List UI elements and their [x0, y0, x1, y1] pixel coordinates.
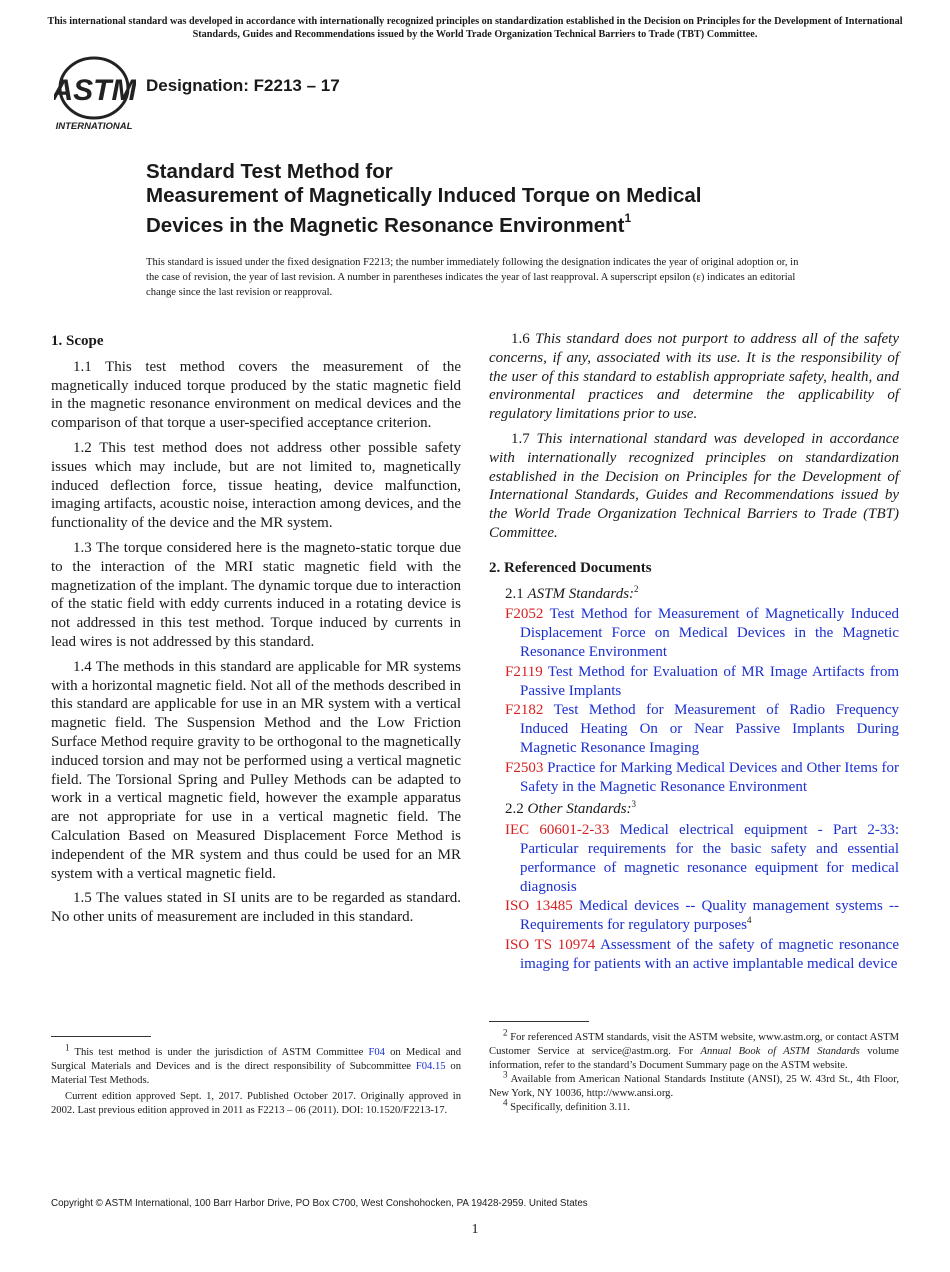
- footnote-rule-right: [489, 1021, 589, 1022]
- ref-f2052[interactable]: F2052 Test Method for Measurement of Magnetically Induced Displacement Force on Medical Devices in the Magnetic Resonance Environment: [505, 606, 899, 660]
- left-column: [51, 330, 461, 933]
- copyright-notice: Copyright © ASTM International, 100 Barr Harbor Drive, PO Box C700, West Conshohocken, PA 19428-2959. United States: [51, 1198, 588, 1209]
- scope-1-6: 1.6 This standard does not purport to address all of the safety concerns, if any, associated with its use. It is the responsibility of the user of this standard to establish appropriate safety, health, and environmental practices and determine the applicability of regulatory limitations prior to use.: [489, 331, 900, 423]
- edition-note: Current edition approved Sept. 1, 2017. Published October 2017. Originally approved in 2002. Last previous edition approved in 2011 as F2213 – 06 (2011). DOI: 10.1520/F2213-17.: [51, 1091, 461, 1116]
- ref-f2182[interactable]: F2182 Test Method for Measurement of Radio Frequency Induced Heating On or Near Passive Implants During Magnetic Resonance Imaging: [505, 702, 899, 756]
- astm-standards-label: 2.1 ASTM Standards:$^2$: [505, 583, 639, 602]
- footnotes-right: [489, 1027, 900, 1115]
- subcommittee-f04-15-link[interactable]: F04.15: [415, 1061, 446, 1072]
- other-standards-label: 2.2 Other Standards:$^3$: [505, 799, 637, 818]
- astm-logo: [54, 56, 136, 132]
- issuance-note: This standard is issued under the fixed designation F2213; the number immediately following the designation indicates the year of original adoption or, in the case of revision, the year of last revision. A number in parentheses indicates the year of last reapproval. A superscript epsilon (ε) indicates an editorial change since the last revision or reapproval.: [146, 257, 799, 298]
- footnote-3: $^3$ Available from American National Standards Institute (ANSI), 25 W. 43rd St., 4th Floor, New York, NY 10036, http://www.ansi.org.: [489, 1069, 899, 1099]
- scope-1-4: 1.4 The methods in this standard are applicable for MR systems with a horizontal magnetic field. Not all of the methods described in this standard are applicable for use in an MR system with a vertical magnetic field. The Suspension Method and the Low Friction Surface Method require gravity to be orthogonal to the magnetically induced torsion and may not be performed using a vertical magnetic field. The Torsional Spring and Pulley Methods can be adapted to work in a vertical magnetic field, however the example apparatus are not appropriate for use in a vertical magnetic field. The Calculation Based on Measured Displacement Force Method is independent of the MR system and thus could be used for an MR system with a vertical magnetic field.: [51, 658, 461, 882]
- referenced-documents-heading: 2. Referenced Documents: [489, 559, 652, 576]
- footnotes-left: [51, 1042, 462, 1118]
- scope-1-2: 1.2 This test method does not address other possible safety issues which may include, but are not limited to, magnetically induced deflection force, tissue heating, device malfunction, imaging artifacts, acoustic noise, interaction among devices, and the functionality of the device and the MR system.: [51, 439, 461, 532]
- svg-text:ASTM: ASTM: [54, 74, 136, 107]
- scope-heading: 1. Scope: [51, 333, 104, 349]
- title-line-2: Measurement of Magnetically Induced Torque on Medical: [146, 184, 702, 207]
- right-column: [489, 330, 899, 975]
- page-number: 1: [471, 1222, 479, 1237]
- footnote-4: $^4$ Specifically, definition 3.11.: [503, 1097, 630, 1113]
- title-footnote-mark: 1: [624, 211, 632, 225]
- scope-1-7: 1.7 This international standard was developed in accordance with internationally recognized principles on standardization established in the Decision on Principles for the Development of International Standards, Guides and Recommendations issued by the World Trade Organization Technical Barriers to Trade (TBT) Committee.: [489, 430, 900, 541]
- scope-1-3: 1.3 The torque considered here is the magneto-static torque due to the interaction of the MRI static magnetic field with the magnetization of the implant. The dynamic torque due to interaction of the static field with eddy currents induced in a rotating device is not addressed in this test method. Torque induced by currents in lead wires is not addressed by this standard.: [51, 539, 461, 650]
- ref-iso-13485[interactable]: ISO 13485 Medical devices -- Quality management systems -- Requirements for regulatory purposes$^4$: [505, 898, 899, 934]
- ref-iec-60601-2-33[interactable]: IEC 60601-2-33 Medical electrical equipment - Part 2-33: Particular requirements for the basic safety and essential performance of magnetic resonance equipment for medical diagnosis: [505, 822, 900, 895]
- tbt-banner: This international standard was developed in accordance with internationally recognized principles on standardization established in the Decision on Principles for the Development of International Standards, Guides and Recommendations issued by the World Trade Organization Technical Barriers to Trade (TBT) Committee.: [47, 16, 903, 40]
- title-line-3: Devices in the Magnetic Resonance Environment$^1$: [146, 211, 632, 237]
- svg-text:INTERNATIONAL: INTERNATIONAL: [55, 121, 133, 132]
- footnote-2: $^2$ For referenced ASTM standards, visit the ASTM website, www.astm.org, or contact ASTM Customer Service at service@astm.org. For Annual Book of ASTM Standards volume information, refer to the standard’s Document Summary page on the ASTM website.: [489, 1027, 900, 1071]
- title-line-1: Standard Test Method for: [146, 160, 393, 183]
- page-title: [146, 160, 866, 238]
- footnote-rule-left: [51, 1036, 151, 1037]
- ref-f2503[interactable]: F2503 Practice for Marking Medical Devices and Other Items for Safety in the Magnetic Resonance Environment: [505, 759, 899, 795]
- designation: Designation: F2213 – 17: [146, 76, 340, 95]
- scope-1-5: 1.5 The values stated in SI units are to be regarded as standard. No other units of measurement are included in this standard.: [51, 890, 461, 926]
- scope-1-1: 1.1 This test method covers the measurement of the magnetically induced torque produced by the static magnetic field in the magnetic resonance environment on medical devices and the comparison of that torque a user-specified acceptance criterion.: [51, 358, 461, 432]
- ref-iso-ts-10974[interactable]: ISO TS 10974 Assessment of the safety of magnetic resonance imaging for patients with an active implantable medical device: [505, 936, 899, 972]
- committee-f04-link[interactable]: F04: [368, 1047, 385, 1058]
- footnote-1: $^1$ This test method is under the jurisdiction of ASTM Committee F04 on Medical and Surgical Materials and Devices and is the direct responsibility of Subcommittee F04.15 on Material Test Methods.: [51, 1042, 462, 1086]
- ref-f2119[interactable]: F2119 Test Method for Evaluation of MR Image Artifacts from Passive Implants: [505, 663, 899, 699]
